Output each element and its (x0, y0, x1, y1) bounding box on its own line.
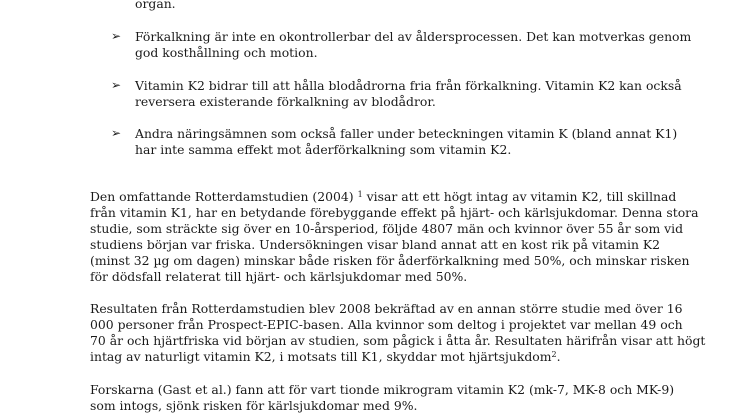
paragraph-line: för dödsfall relaterat till hjärt- och kärlsjukdomar med 50%. (90, 269, 468, 284)
bullet-line: god kosthållning och motion. (135, 45, 318, 60)
bullet-line: Andra näringsämnen som också faller under beteckningen vitamin K (bland annat K1) (135, 126, 678, 141)
paragraph-line: 000 personer från Prospect-EPIC-basen. Alla kvinnor som deltog i projektet var mellan 49 och (90, 317, 683, 332)
paragraph-line: Forskarna (Gast et al.) fann att för vart tionde mikrogram vitamin K2 (mk-7, MK-8 och MK-9) (90, 382, 675, 397)
bullet-line: har inte samma effekt mot åderförkalkning som vitamin K2. (135, 142, 512, 157)
paragraph-line: (minst 32 µg om dagen) minskar både risken för åderförkalkning med 50%, och minskar risken (90, 253, 690, 268)
footnote-1[interactable]: 1 (357, 190, 363, 199)
paragraph-line: 70 år och hjärtfriska vid början av studien, som pågick i åtta år. Resultaten härifrån visar att högt (90, 333, 706, 348)
bullet-line: Vitamin K2 bidrar till att hålla blodådrorna fria från förkalkning. Vitamin K2 kan också (135, 78, 682, 93)
paragraph-line: som intogs, sjönk risken för kärlsjukdomar med 9%. (90, 398, 418, 413)
arrow-bullet-icon: ➢ (111, 29, 122, 43)
paragraph-line: Resultaten från Rotterdamstudien blev 2008 bekräftad av en annan större studie med över 16 (90, 301, 683, 316)
paragraph-line: från vitamin K1, har en betydande förebyggande effekt på hjärt- och kärlsjukdomar. Denna stora (90, 205, 699, 220)
paragraph-line: Den omfattande Rotterdamstudien (2004) $^1$ visar att ett högt intag av vitamin K2, till skillnad (90, 189, 677, 204)
bullet-line: reversera existerande förkalkning av blodådror. (135, 94, 436, 109)
bullet-continuation-line: organ. (135, 0, 176, 11)
footnote-2[interactable]: 2 (551, 350, 557, 359)
arrow-bullet-icon: ➢ (111, 78, 122, 92)
paragraph-line: intag av naturligt vitamin K2, i motsats till K1, skyddar mot hjärtsjukdom$^2$. (90, 349, 561, 364)
paragraph-line: studie, som sträckte sig över en 10-årsperiod, följde 4807 män och kvinnor över 55 år som vid (90, 221, 684, 236)
paragraph-line: studiens början var friska. Undersökningen visar bland annat att en kost rik på vitamin K2 (90, 237, 661, 252)
arrow-bullet-icon: ➢ (111, 126, 122, 140)
bullet-line: Förkalkning är inte en okontrollerbar del av åldersprocessen. Det kan motverkas genom (135, 29, 692, 44)
